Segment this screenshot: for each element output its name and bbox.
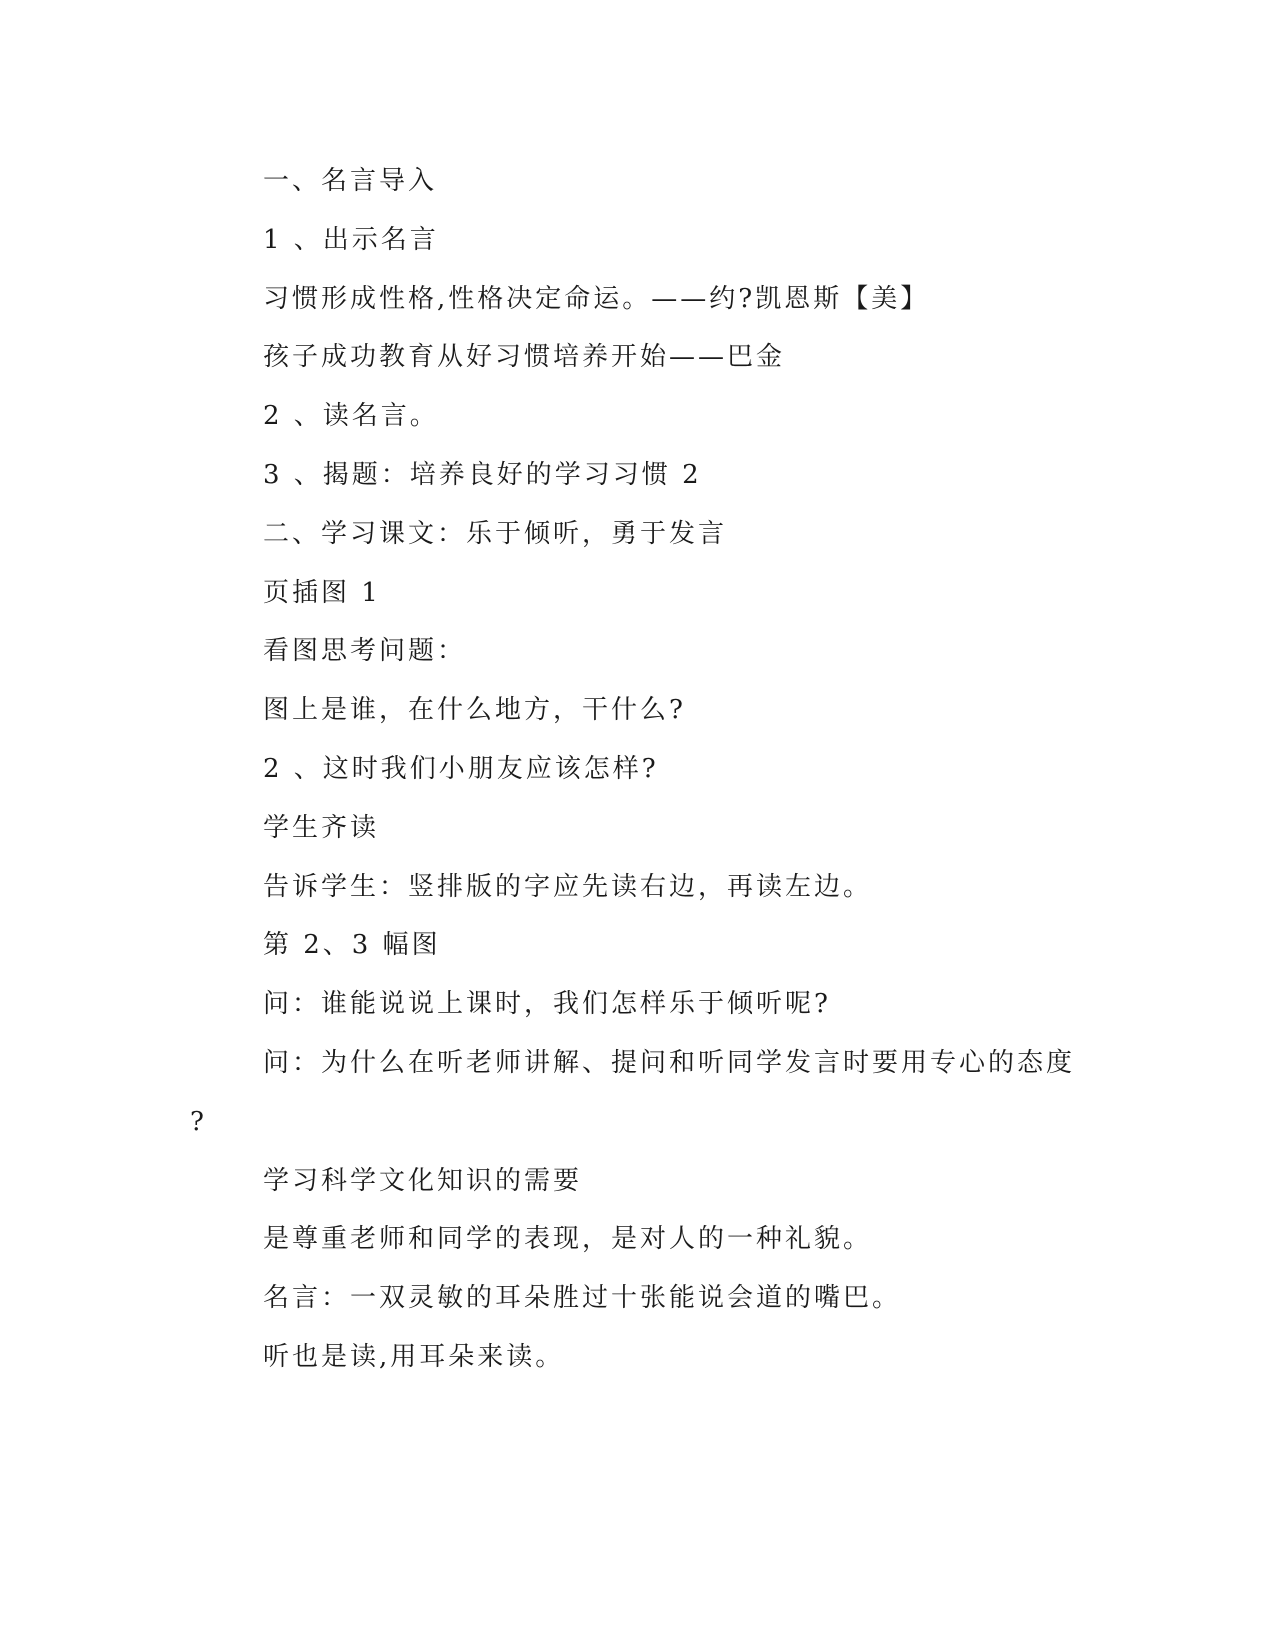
quote-line: 孩子成功教育从好习惯培养开始——巴金 — [263, 342, 786, 372]
text-line: 学生齐读 — [263, 813, 380, 843]
section-heading: 二、学习课文：乐于倾听，勇于发言 — [263, 519, 728, 549]
text-line: 名言：一双灵敏的耳朵胜过十张能说会道的嘴巴。 — [263, 1283, 902, 1313]
text-line: 告诉学生：竖排版的字应先读右边，再读左边。 — [263, 872, 873, 902]
section-heading: 一、名言导入 — [263, 166, 438, 196]
text-line: 第 2、3 幅图 — [263, 930, 441, 960]
list-item: 2 、这时我们小朋友应该怎样? — [263, 754, 659, 784]
list-item: 2 、读名言。 — [263, 401, 439, 431]
text-line: 学习科学文化知识的需要 — [263, 1166, 583, 1196]
text-line: ? — [190, 1107, 207, 1137]
text-line: 问：为什么在听老师讲解、提问和听同学发言时要用专心的态度 — [263, 1048, 1076, 1078]
text-line: 是尊重老师和同学的表现，是对人的一种礼貌。 — [263, 1224, 873, 1254]
text-line: 听也是读,用耳朵来读。 — [263, 1342, 565, 1372]
text-line: 看图思考问题： — [263, 636, 467, 666]
list-item: 3 、揭题：培养良好的学习习惯 2 — [263, 460, 702, 490]
list-item: 1 、出示名言 — [263, 225, 439, 255]
text-line: 问：谁能说说上课时，我们怎样乐于倾听呢? — [263, 989, 831, 1019]
text-line: 页插图 1 — [263, 578, 381, 608]
quote-line: 习惯形成性格,性格决定命运。——约?凯恩斯【美】 — [263, 284, 930, 314]
text-line: 图上是谁，在什么地方，干什么? — [263, 695, 686, 725]
